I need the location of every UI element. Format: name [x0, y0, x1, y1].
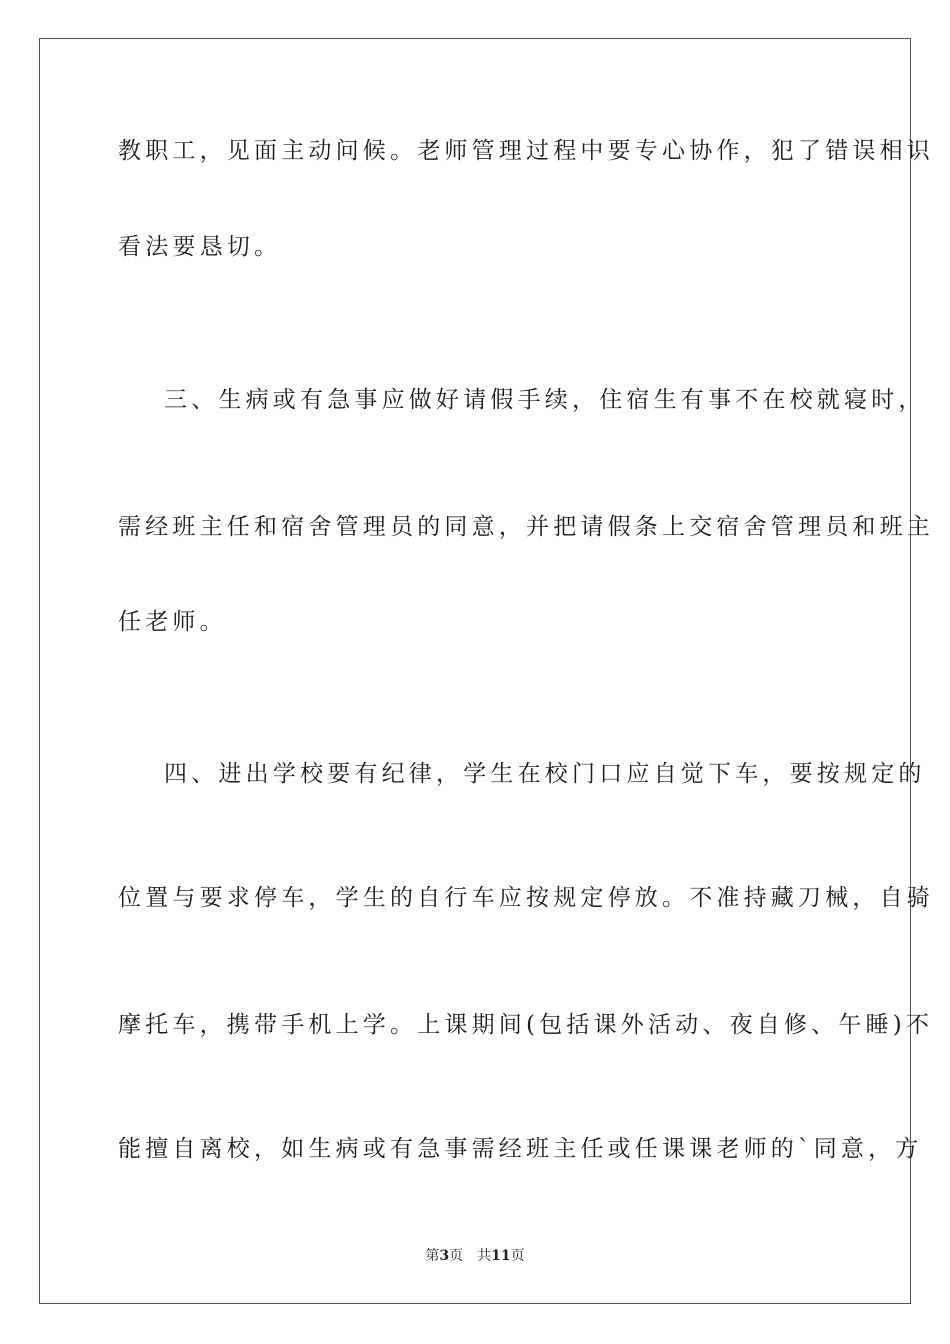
paragraph-line: 位置与要求停车，学生的自行车应按规定停放。不准持藏刀械，自骑 — [118, 885, 934, 911]
page-number: 3 — [439, 1248, 450, 1264]
paragraph-line: 能擅自离校，如生病或有急事需经班主任或任课课老师的`同意，方 — [118, 1136, 923, 1162]
total-prefix: 共 — [477, 1248, 492, 1264]
total-suffix: 页 — [510, 1248, 525, 1264]
page-footer — [0, 1247, 950, 1265]
paragraph-line: 需经班主任和宿舍管理员的同意，并把请假条上交宿舍管理员和班主 — [118, 514, 934, 540]
paragraph-line: 三、生病或有急事应做好请假手续，住宿生有事不在校就寝时， — [164, 387, 926, 413]
page-suffix: 页 — [449, 1248, 464, 1264]
paragraph-line: 四、进出学校要有纪律，学生在校门口应自觉下车，要按规定的 — [164, 761, 926, 787]
paragraph-line: 教职工，见面主动问候。老师管理过程中要专心协作，犯了错误相识 — [118, 138, 934, 164]
total-pages: 11 — [491, 1248, 511, 1264]
paragraph-line: 看法要恳切。 — [118, 234, 282, 260]
paragraph-line: 摩托车，携带手机上学。上课期间(包括课外活动、夜自修、午睡)不 — [118, 1012, 934, 1038]
page-border — [39, 38, 934, 1304]
page-prefix: 第 — [425, 1248, 440, 1264]
paragraph-line: 任老师。 — [118, 609, 227, 635]
